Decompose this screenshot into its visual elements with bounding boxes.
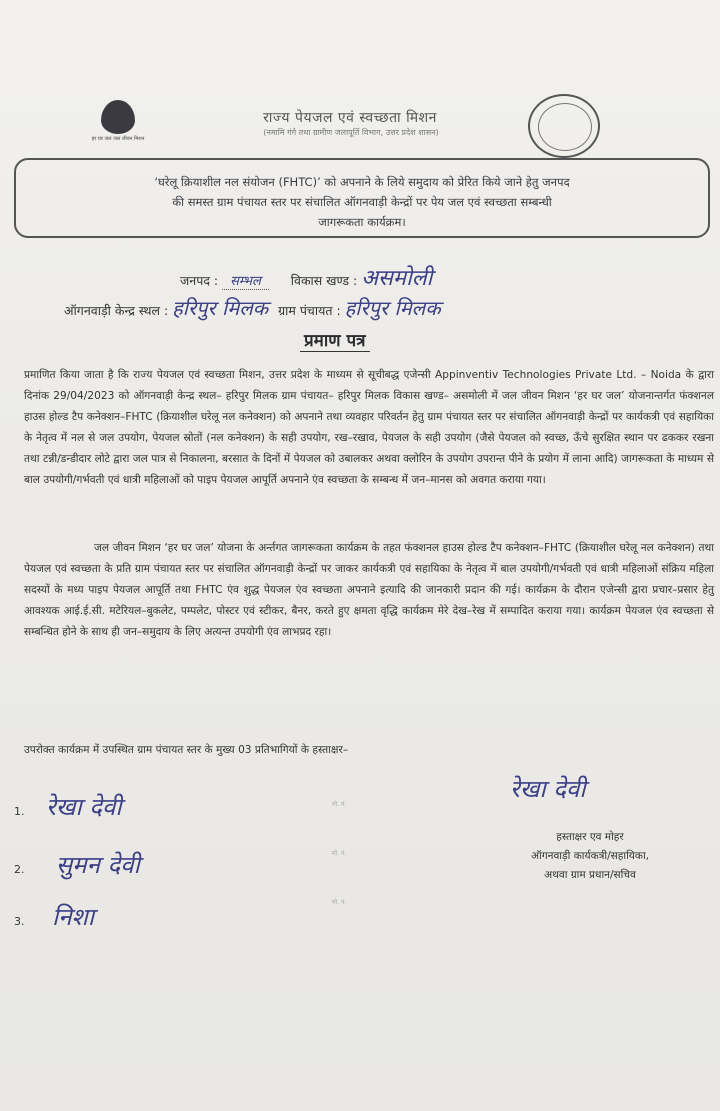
banner-line-3: जागरूकता कार्यक्रम। — [318, 215, 406, 229]
water-drop-icon — [101, 100, 135, 134]
participant-row — [14, 848, 140, 881]
mobile-label: मो. नं. — [332, 850, 347, 857]
participant-number: 3. — [14, 915, 25, 928]
mobile-label: मो. नं. — [332, 801, 347, 808]
panchayat-label: ग्राम पंचायत : — [278, 303, 341, 318]
banner-line-2: की समस्त ग्राम पंचायत स्तर पर संचालित ऑगनवाड़ी केन्द्रों पर पेय जल एवं स्वच्छता सम्बन्धी — [172, 195, 552, 209]
participant-row — [14, 790, 122, 823]
signoff-line-3: अथवा ग्राम प्रधान/सचिव — [544, 869, 636, 881]
signoff-line-1: हस्ताक्षर एव मोहर — [556, 831, 624, 843]
district-label: जनपद : — [180, 273, 219, 288]
panchayat-value: हरिपुर मिलक — [344, 296, 441, 320]
participant-signature: निशा — [52, 903, 95, 931]
signoff-block — [490, 828, 690, 885]
participant-signature: सुमन देवी — [56, 851, 140, 879]
centre-panchayat-row — [64, 294, 441, 321]
block-label: विकास खण्ड : — [290, 273, 358, 288]
government-seal-icon — [528, 94, 600, 158]
participant-signature: रेखा देवी — [46, 793, 122, 821]
participants-intro: उपरोक्त कार्यक्रम में उपस्थित ग्राम पंचायत स्तर के मुख्य 03 प्रतिभागियों के हस्ताक्षर– — [24, 744, 349, 756]
centre-label: ऑगनवाड़ी केन्द्र स्थल : — [64, 303, 169, 318]
logo-caption: हर घर जल जल जीवन मिशन — [91, 136, 145, 142]
certificate-paragraph-1: प्रमाणित किया जाता है कि राज्य पेयजल एवं स्वच्छता मिशन, उत्तर प्रदेश के माध्यम से सूचीबद्ध एजेन्सी Appinventiv Technologies Private Ltd. – Noida के द्वारा दिनांक 29/04/2023 को ऑगनवाड़ी केन्द्र स्थल– हरिपुर मिलक ग्राम पंचायत– हरिपुर मिलक विकास खण्ड– असमोली में जल जीवन मिशन ‘हर घर जल’ योजनान्तर्गत फंक्शनल हाउस होल्ड टैप कनेक्शन–FHTC (क्रियाशील घरेलू नल कनेक्शन) को अपनाने तथा व्यवहार परिवर्तन हेतु ग्राम पंचायत स्तर पर संचालित ऑगनवाड़ी केन्द्रों पर कार्यकत्री एवं सहायिका के नेतृत्व में नल से जल उपयोग, पेयजल स्रोतों (नल कनेक्शन) के सही उपयोग, रख–रखाव, पेयजल के सही उपयोग (जैसे पेयजल को स्वच्छ, ऊँचे सुरक्षित स्थान पर ढककर रखना तथा टन्नी/डन्डीदार लोटे द्वारा जल पात्र से निकालना, बरसात के दिनों में पेयजल को उबालकर अथवा क्लोरिन के उपयोग उपरान्त पीने के प्रयोग में लाना आदि) जागरूकता के माध्यम से बाल उपयोगी/गर्भवती एवं धात्री महिलाओं को पाइप पेयजल आपूर्ति अपनाने एंव स्वच्छता के सम्बन्ध में जन–मानस को अवगत कराया गया। — [24, 369, 714, 486]
certificate-paragraph-2: जल जीवन मिशन ‘हर घर जल’ योजना के अर्न्तगत जागरूकता कार्यक्रम के तहत फंक्शनल हाउस होल्ड टैप कनेक्शन–FHTC (क्रियाशील घरेलू नल कनेक्शन) तथा पेयजल एवं स्वच्छता के प्रति ग्राम पंचायत स्तर पर संचालित ऑगनवाड़ी केन्द्रों पर जाकर कार्यकत्री एवं सहायिका के नेतृत्व में बाल उपयोगी/गर्भवती एवं धात्री महिलाओं संक्रिय महिला सदस्यों के मध्य पाइप पेयजल आपूर्ति तथा FHTC एंव शुद्ध पेयजल एंव स्वच्छता अपनाने इत्यादि की जानकारी प्रदान की गई। कार्यक्रम के दौरान एजेन्सी द्वारा प्रचार–प्रसार हेतु आवश्यक आई.ई.सी. मटेरियल–बुकलेट, पम्पलेट, पोस्टर एवं स्टीकर, बैनर, करते हुए क्षमता वृद्धि कार्यक्रम मेरे देख–रेख में सम्पादित कराया गया। कार्यक्रम पेयजल एंव स्वच्छता से सम्बन्धित होने के साथ ही जन–समुदाय के लिए अत्यन्त उपयोगी एंव लाभप्रद रहा। — [24, 542, 714, 638]
header-subtitle: (नमामि गंगे तथा ग्रामीण जलापूर्ति विभाग, उत्तर प्रदेश शासन) — [263, 128, 439, 137]
certificate-title: प्रमाण पत्र — [300, 328, 370, 352]
mobile-label: मो. नं. — [332, 899, 347, 906]
district-value: सम्भल — [222, 274, 269, 290]
district-block-row — [180, 262, 432, 292]
header-title: राज्य पेयजल एवं स्वच्छता मिशन — [263, 110, 437, 126]
program-banner — [14, 158, 710, 238]
block-value: असमोली — [361, 266, 433, 291]
signoff-signature: रेखा देवी — [510, 775, 586, 803]
centre-value: हरिपुर मिलक — [172, 296, 269, 320]
participant-row — [14, 900, 94, 933]
banner-line-1: ‘घरेलू क्रियाशील नल संयोजन (FHTC)’ को अपनाने के लिये समुदाय को प्रेरित किये जाने हेतु जनपद — [154, 175, 570, 189]
participant-number: 1. — [14, 805, 25, 818]
participant-number: 2. — [14, 863, 25, 876]
signoff-line-2: ऑगनवाड़ी कार्यकत्री/सहायिका, — [530, 850, 650, 862]
